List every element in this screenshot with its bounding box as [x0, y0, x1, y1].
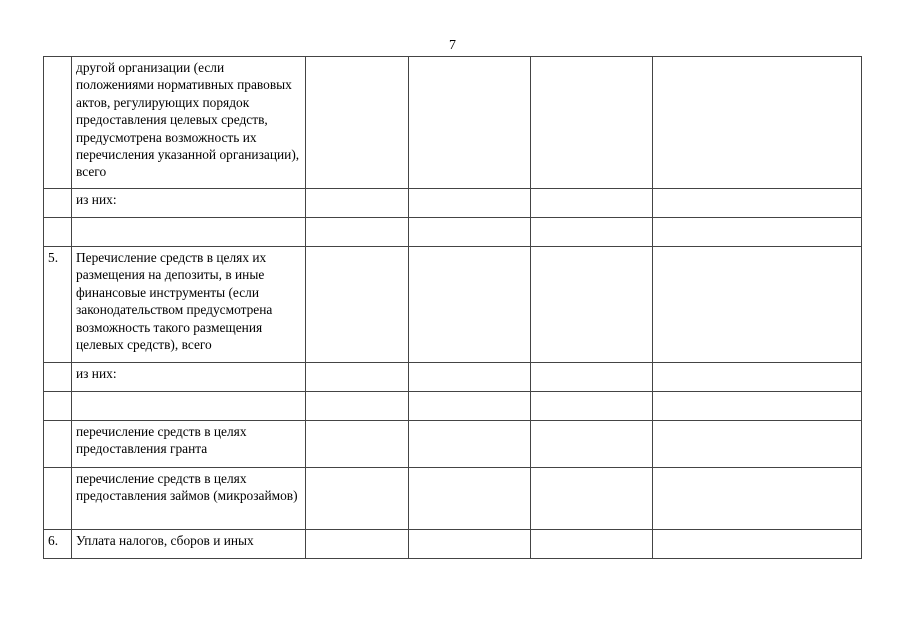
budget-table — [43, 56, 862, 559]
table-cell — [653, 57, 862, 189]
table-cell — [409, 421, 531, 468]
row-description: перечисление средств в целях предоставления займов (микрозаймов) — [72, 468, 306, 530]
table-cell — [531, 421, 653, 468]
table-cell — [409, 247, 531, 363]
table-cell — [409, 392, 531, 421]
row-description: Уплата налогов, сборов и иных — [72, 530, 306, 559]
table-row — [44, 530, 862, 559]
table-row — [44, 421, 862, 468]
table-cell — [531, 392, 653, 421]
table-cell — [531, 189, 653, 218]
row-number: 6. — [44, 530, 72, 559]
table-cell — [306, 57, 409, 189]
table-cell — [653, 218, 862, 247]
row-description: другой организации (если положениями нормативных правовых актов, регулирующих порядок предоставления целевых средств, предусмотрена возможность их перечисления указанной организации), всего — [72, 57, 306, 189]
table-cell — [409, 363, 531, 392]
row-number — [44, 421, 72, 468]
table-cell — [531, 530, 653, 559]
table-row — [44, 57, 862, 189]
table-cell — [306, 392, 409, 421]
table-cell — [653, 247, 862, 363]
table-cell — [409, 530, 531, 559]
table-cell — [531, 247, 653, 363]
table-cell — [306, 530, 409, 559]
row-number: 5. — [44, 247, 72, 363]
row-description: Перечисление средств в целях их размещения на депозиты, в иные финансовые инструменты (если законодательством предусмотрена возможность такого размещения целевых средств), всего — [72, 247, 306, 363]
row-number — [44, 189, 72, 218]
table-cell — [531, 218, 653, 247]
table-cell — [306, 247, 409, 363]
table-cell — [531, 468, 653, 530]
table-cell — [653, 363, 862, 392]
table-cell — [306, 363, 409, 392]
table-cell — [653, 421, 862, 468]
table-cell — [653, 189, 862, 218]
table-row — [44, 392, 862, 421]
row-description: из них: — [72, 363, 306, 392]
table-row — [44, 363, 862, 392]
table-cell — [409, 218, 531, 247]
row-description: перечисление средств в целях предоставления гранта — [72, 421, 306, 468]
table-cell — [653, 530, 862, 559]
table-cell — [409, 468, 531, 530]
table-cell — [306, 468, 409, 530]
table-row — [44, 218, 862, 247]
page-number: 7 — [449, 38, 456, 53]
table-row — [44, 247, 862, 363]
row-number — [44, 363, 72, 392]
table-cell — [409, 189, 531, 218]
table-cell — [306, 218, 409, 247]
table-cell — [531, 363, 653, 392]
row-number — [44, 468, 72, 530]
row-description: из них: — [72, 189, 306, 218]
table-cell — [531, 57, 653, 189]
table-cell — [306, 189, 409, 218]
table-cell — [653, 392, 862, 421]
table-cell — [653, 468, 862, 530]
row-description — [72, 218, 306, 247]
table-cell — [306, 421, 409, 468]
row-number — [44, 218, 72, 247]
table-row — [44, 189, 862, 218]
row-number — [44, 392, 72, 421]
table-row — [44, 468, 862, 530]
row-description — [72, 392, 306, 421]
table-cell — [409, 57, 531, 189]
row-number — [44, 57, 72, 189]
